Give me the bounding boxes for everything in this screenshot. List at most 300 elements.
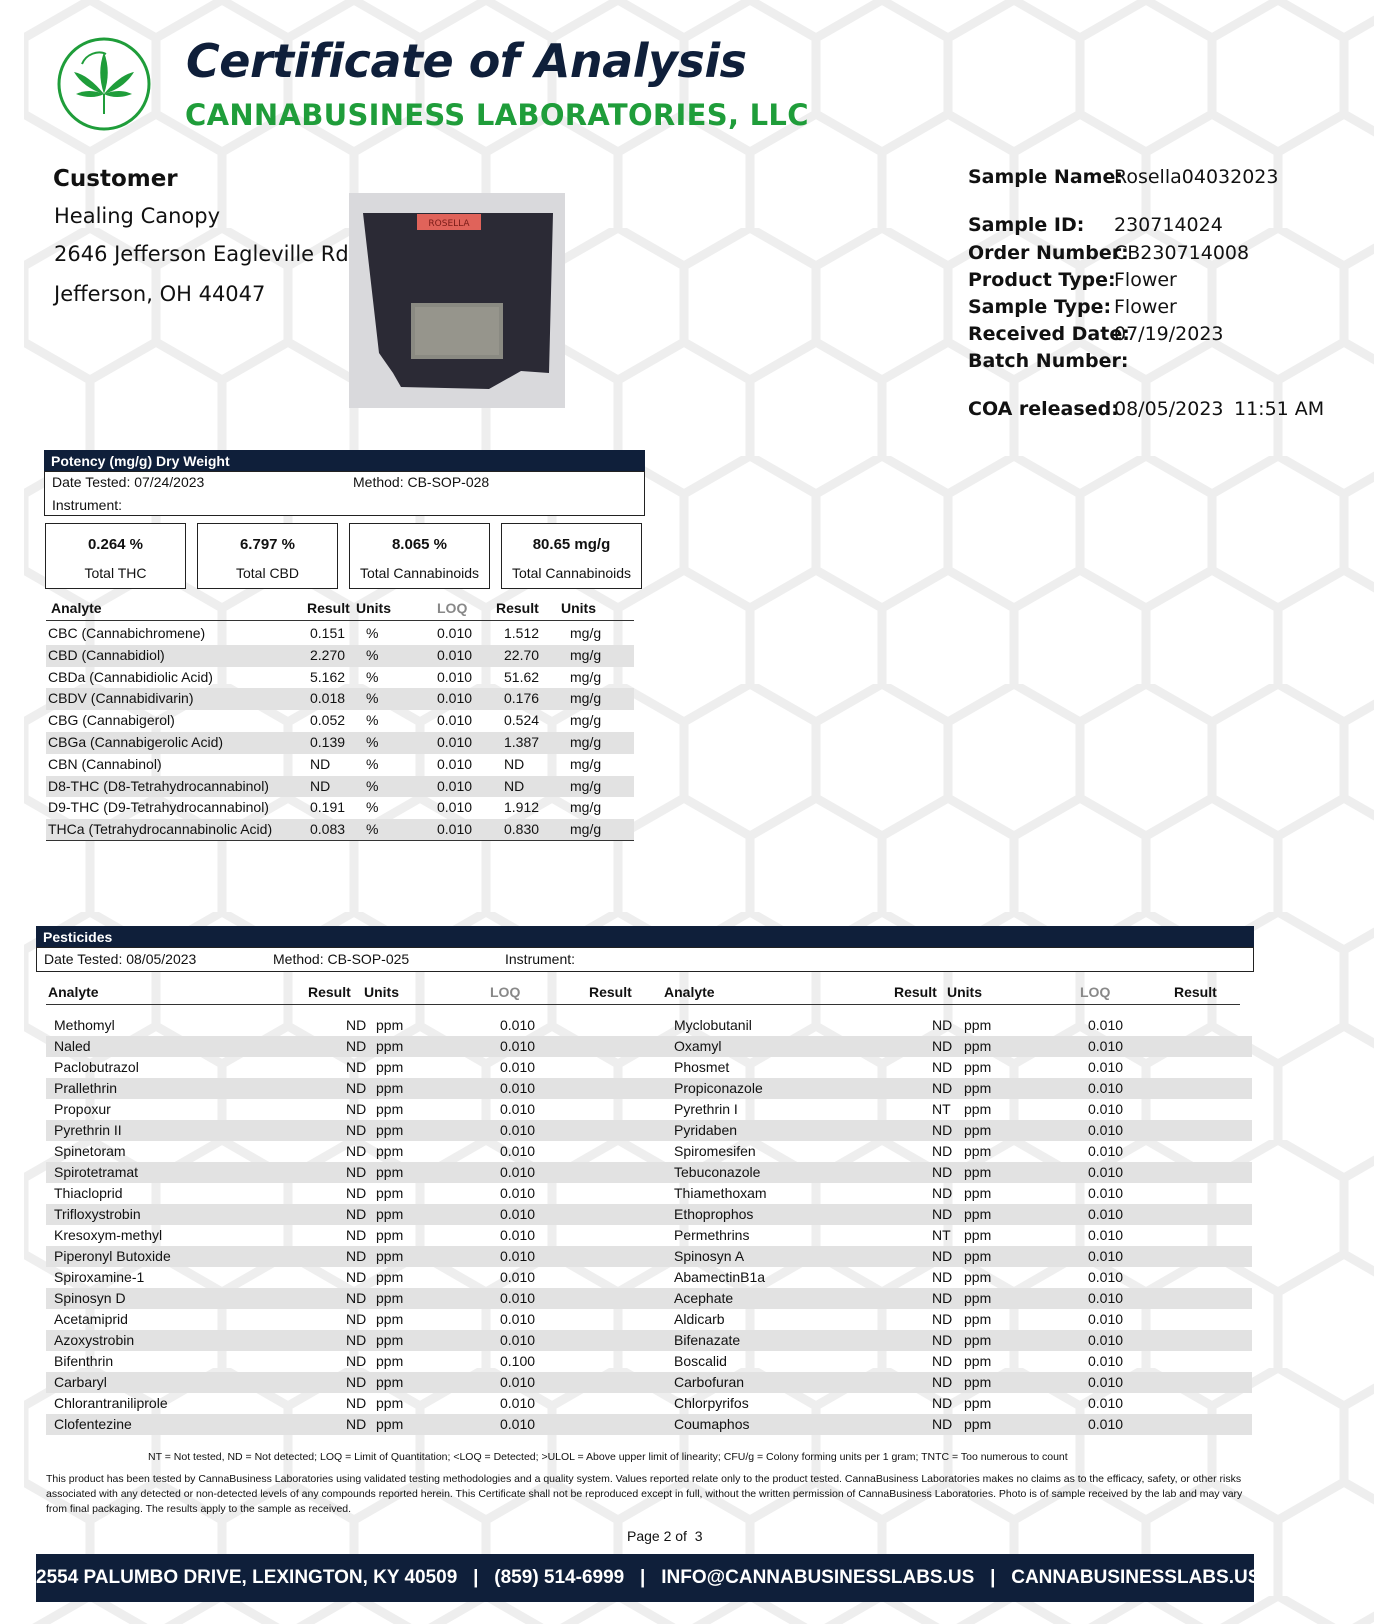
pest-col-result-1b: Result xyxy=(589,984,632,1000)
pest-analyte: Methomyl xyxy=(54,1017,115,1033)
potency-units: % xyxy=(366,690,379,707)
pest-result: ND xyxy=(346,1248,367,1264)
pest-result: ND xyxy=(346,1290,367,1306)
pest-units: ppm xyxy=(964,1416,992,1432)
pest-result: ND xyxy=(932,1206,953,1222)
pest-units: ppm xyxy=(376,1017,404,1033)
summary-value: 0.264 % xyxy=(87,536,144,553)
pesticides-date-tested: Date Tested: 08/05/2023 xyxy=(44,951,197,967)
potency-result: 5.162 xyxy=(310,668,346,685)
pest-result: ND xyxy=(346,1374,367,1390)
pest-units: ppm xyxy=(376,1248,404,1264)
pest-result: ND xyxy=(346,1395,367,1411)
pest-units: ppm xyxy=(376,1374,404,1390)
summary-label: Total Cannabinoids xyxy=(359,565,480,581)
pest-units: ppm xyxy=(964,1143,992,1159)
pest-result: ND xyxy=(932,1416,953,1432)
potency-col-units-mg: Units xyxy=(561,600,596,616)
potency-units-mg: mg/g xyxy=(570,734,602,750)
pest-result: ND xyxy=(932,1269,953,1285)
pest-analyte: Spiroxamine-1 xyxy=(54,1269,145,1285)
pest-units: ppm xyxy=(376,1164,404,1180)
table-row xyxy=(46,1309,1252,1330)
summary-value: 80.65 mg/g xyxy=(532,536,611,553)
pest-loq: 0.010 xyxy=(500,1248,536,1264)
pest-analyte: Acephate xyxy=(674,1290,734,1306)
sample-name-value: Rosella04032023 xyxy=(1114,166,1279,188)
pest-units: ppm xyxy=(964,1017,992,1033)
potency-analyte: D9-THC (D9-Tetrahydrocannabinol) xyxy=(48,799,269,816)
potency-col-result-mg: Result xyxy=(496,600,539,616)
pest-loq: 0.010 xyxy=(1088,1122,1124,1138)
customer-heading: Customer xyxy=(53,166,178,192)
pest-loq: 0.010 xyxy=(500,1185,536,1201)
product-type-label: Product Type: xyxy=(968,269,1116,291)
table-row xyxy=(46,667,634,689)
pest-units: ppm xyxy=(376,1311,404,1327)
pest-result: ND xyxy=(932,1185,953,1201)
order-number-value: CB230714008 xyxy=(1114,242,1250,264)
pest-loq: 0.010 xyxy=(500,1269,536,1285)
potency-analyte: CBG (Cannabigerol) xyxy=(48,712,175,729)
potency-result-mg: 1.512 xyxy=(504,625,540,641)
pesticides-header-rule xyxy=(46,1004,1240,1005)
potency-loq: 0.010 xyxy=(437,755,473,772)
coa-released-time: 11:51 AM xyxy=(1234,398,1325,420)
summary-label: Total THC xyxy=(84,565,147,581)
pest-units: ppm xyxy=(964,1185,992,1201)
disclaimer-note: This product has been tested by CannaBusiness Laboratories using validated testing methodologies and a quality system. Values reported relate only to the product tested. CannaBusiness Laboratories makes no claims as to the efficacy, safety, or other risks associated with any detected or non-detected levels of any compounds reported herein. This Certificate shall not be reproduced except in full, without the written permission of CannaBusiness Laboratories. Photo is of sample received by the lab and may vary from final packaging. The results apply to the sample as received. xyxy=(46,1473,1243,1515)
pest-result: ND xyxy=(346,1101,367,1117)
summary-value: 8.065 % xyxy=(391,536,448,553)
potency-result: 0.151 xyxy=(310,625,346,641)
potency-analyte: CBGa (Cannabigerolic Acid) xyxy=(48,734,224,750)
pest-col-analyte-1: Analyte xyxy=(48,984,99,1000)
pest-units: ppm xyxy=(376,1290,404,1306)
pest-col-units-1: Units xyxy=(364,984,399,1000)
pest-analyte: Acetamiprid xyxy=(54,1311,128,1327)
table-row xyxy=(46,1288,1252,1309)
summary-label: Total Cannabinoids xyxy=(511,565,632,581)
pest-units: ppm xyxy=(376,1038,404,1054)
pest-loq: 0.010 xyxy=(1088,1311,1124,1327)
pest-analyte: Pyrethrin II xyxy=(54,1122,122,1138)
potency-result-mg: 22.70 xyxy=(504,646,540,663)
table-row xyxy=(46,1372,1252,1393)
pest-units: ppm xyxy=(964,1101,992,1117)
legend-note: NT = Not tested, ND = Not detected; LOQ = Limit of Quantitation; <LOQ = Detected; >ULOL = Above upper limit of linearity; CFU/g = Colony forming units per 1 gram; TNTC = Too numerous to count xyxy=(148,1451,1068,1463)
potency-analyte: CBC (Cannabichromene) xyxy=(48,625,206,641)
pest-loq: 0.010 xyxy=(1088,1206,1124,1222)
pest-result: ND xyxy=(932,1059,953,1075)
sample-name-label: Sample Name: xyxy=(968,166,1123,188)
pest-analyte: Spiromesifen xyxy=(674,1143,756,1159)
pest-loq: 0.010 xyxy=(1088,1059,1124,1075)
potency-units: % xyxy=(366,625,379,641)
pest-result: ND xyxy=(346,1353,367,1369)
pest-result: ND xyxy=(346,1059,367,1075)
table-row xyxy=(46,623,634,645)
lab-name: CANNABUSINESS LABORATORIES, LLC xyxy=(185,98,809,132)
potency-units: % xyxy=(366,755,379,772)
pest-col-analyte-2: Analyte xyxy=(664,984,715,1000)
summary-total-cbd xyxy=(197,523,338,589)
pest-result: ND xyxy=(932,1311,953,1327)
potency-units-mg: mg/g xyxy=(570,690,602,707)
pest-result: ND xyxy=(932,1080,953,1096)
pest-units: ppm xyxy=(376,1143,404,1159)
table-row xyxy=(46,819,634,841)
footer-contact-bar: 2554 PALUMBO DRIVE, LEXINGTON, KY 40509 | (859) 514-6999 | INFO@CANNABUSINESSLABS.US | CANNABUSINESSLABS.US xyxy=(36,1554,1254,1602)
pesticides-section-header: Pesticides xyxy=(36,926,1254,948)
table-row xyxy=(46,1015,1252,1036)
pest-result: ND xyxy=(346,1269,367,1285)
pest-loq: 0.100 xyxy=(500,1353,536,1369)
pest-loq: 0.010 xyxy=(500,1311,536,1327)
table-row xyxy=(46,1267,1252,1288)
pest-analyte: Myclobutanil xyxy=(674,1017,752,1033)
potency-loq: 0.010 xyxy=(437,777,473,794)
pest-units: ppm xyxy=(964,1311,992,1327)
pest-analyte: Spinosyn A xyxy=(674,1248,745,1264)
pest-result: ND xyxy=(932,1395,953,1411)
potency-result-mg: ND xyxy=(504,777,525,794)
potency-loq: 0.010 xyxy=(437,625,473,641)
summary-value: 6.797 % xyxy=(239,536,296,553)
pest-result: ND xyxy=(932,1248,953,1264)
pest-result: ND xyxy=(932,1017,953,1033)
pest-units: ppm xyxy=(376,1269,404,1285)
potency-result-mg: 0.176 xyxy=(504,690,540,707)
pest-result: ND xyxy=(932,1353,953,1369)
pest-loq: 0.010 xyxy=(500,1395,536,1411)
summary-total-cannabinoids-mg xyxy=(501,523,642,589)
potency-loq: 0.010 xyxy=(437,646,473,663)
pest-loq: 0.010 xyxy=(1088,1164,1124,1180)
pest-col-result-2: Result xyxy=(894,984,937,1000)
pest-analyte: Chlorantraniliprole xyxy=(54,1395,168,1411)
pest-loq: 0.010 xyxy=(1088,1395,1124,1411)
pest-loq: 0.010 xyxy=(500,1038,536,1054)
pest-analyte: Pyridaben xyxy=(674,1122,738,1138)
pest-loq: 0.010 xyxy=(500,1017,536,1033)
summary-total-cannabinoids-pct xyxy=(349,523,490,589)
pest-units: ppm xyxy=(376,1332,404,1348)
pest-units: ppm xyxy=(376,1206,404,1222)
pest-units: ppm xyxy=(964,1353,992,1369)
pest-result: ND xyxy=(932,1143,953,1159)
pest-units: ppm xyxy=(964,1290,992,1306)
pest-units: ppm xyxy=(376,1101,404,1117)
potency-result-mg: 0.524 xyxy=(504,712,540,729)
pest-loq: 0.010 xyxy=(1088,1038,1124,1054)
pest-analyte: Piperonyl Butoxide xyxy=(54,1248,171,1264)
potency-result-mg: 1.912 xyxy=(504,799,540,816)
pest-result: ND xyxy=(346,1206,367,1222)
potency-units-mg: mg/g xyxy=(570,625,602,641)
pest-loq: 0.010 xyxy=(500,1122,536,1138)
pest-analyte: Propiconazole xyxy=(674,1080,763,1096)
potency-result: 0.191 xyxy=(310,799,346,816)
table-row xyxy=(46,776,634,798)
potency-header-rule xyxy=(46,620,634,621)
table-row xyxy=(46,1120,1252,1141)
pest-loq: 0.010 xyxy=(1088,1290,1124,1306)
pest-analyte: Clofentezine xyxy=(54,1416,132,1432)
coa-released-date: 08/05/2023 xyxy=(1114,398,1224,420)
pest-result: ND xyxy=(932,1122,953,1138)
sample-id-value: 230714024 xyxy=(1114,214,1223,236)
pest-loq: 0.010 xyxy=(500,1332,536,1348)
potency-units-mg: mg/g xyxy=(570,799,602,816)
pest-result: ND xyxy=(346,1164,367,1180)
pest-analyte: Boscalid xyxy=(674,1353,727,1369)
table-row xyxy=(46,1141,1252,1162)
pest-result: ND xyxy=(346,1416,367,1432)
pest-result: ND xyxy=(932,1332,953,1348)
table-row xyxy=(46,1393,1252,1414)
pest-analyte: Ethoprophos xyxy=(674,1206,754,1222)
pest-units: ppm xyxy=(376,1185,404,1201)
pest-col-loq-1: LOQ xyxy=(490,984,521,1000)
received-date-label: Received Date: xyxy=(968,323,1130,345)
pest-col-result-2b: Result xyxy=(1174,984,1217,1000)
table-row xyxy=(46,1183,1252,1204)
potency-units: % xyxy=(366,821,379,838)
potency-result-mg: 0.830 xyxy=(504,821,540,838)
potency-analyte: CBDa (Cannabidiolic Acid) xyxy=(48,668,213,685)
potency-units-mg: mg/g xyxy=(570,712,602,729)
pest-analyte: Azoxystrobin xyxy=(54,1332,135,1348)
pest-analyte: Thiacloprid xyxy=(54,1185,123,1201)
pest-loq: 0.010 xyxy=(500,1416,536,1432)
potency-section-header: Potency (mg/g) Dry Weight xyxy=(44,450,645,472)
pesticides-method: Method: CB-SOP-025 xyxy=(273,951,410,967)
summary-total-thc xyxy=(45,523,186,589)
pest-loq: 0.010 xyxy=(1088,1101,1124,1117)
pest-units: ppm xyxy=(376,1122,404,1138)
potency-analyte: CBD (Cannabidiol) xyxy=(48,646,165,663)
table-row xyxy=(46,1351,1252,1372)
potency-analyte: CBN (Cannabinol) xyxy=(48,755,162,772)
pest-units: ppm xyxy=(376,1059,404,1075)
potency-loq: 0.010 xyxy=(437,799,473,816)
table-row xyxy=(46,688,634,710)
pest-result: ND xyxy=(346,1311,367,1327)
pest-analyte: Oxamyl xyxy=(674,1038,722,1054)
pest-result: NT xyxy=(932,1101,951,1117)
document-title: Certificate of Analysis xyxy=(186,34,747,88)
table-row xyxy=(46,1225,1252,1246)
potency-units: % xyxy=(366,799,379,816)
batch-number-label: Batch Number: xyxy=(968,350,1129,372)
customer-address-line2: Jefferson, OH 44047 xyxy=(54,282,266,306)
pest-loq: 0.010 xyxy=(1088,1143,1124,1159)
potency-analyte: D8-THC (D8-Tetrahydrocannabinol) xyxy=(48,777,269,794)
page-number: Page 2 of 3 xyxy=(627,1528,703,1544)
potency-units-mg: mg/g xyxy=(570,646,602,663)
potency-units: % xyxy=(366,668,379,685)
order-number-label: Order Number: xyxy=(968,242,1129,264)
pest-loq: 0.010 xyxy=(1088,1416,1124,1432)
table-row xyxy=(46,1414,1252,1435)
pest-analyte: Permethrins xyxy=(674,1227,750,1243)
pest-units: ppm xyxy=(964,1164,992,1180)
product-type-value: Flower xyxy=(1114,269,1177,291)
potency-instrument: Instrument: xyxy=(52,497,123,513)
pest-analyte: Bifenthrin xyxy=(54,1353,114,1369)
pest-result: ND xyxy=(346,1332,367,1348)
pest-loq: 0.010 xyxy=(500,1101,536,1117)
pest-loq: 0.010 xyxy=(1088,1227,1124,1243)
table-row xyxy=(46,1204,1252,1225)
table-row xyxy=(46,1162,1252,1183)
pest-loq: 0.010 xyxy=(500,1080,536,1096)
potency-loq: 0.010 xyxy=(437,712,473,729)
potency-col-analyte: Analyte xyxy=(51,600,102,616)
potency-col-units: Units xyxy=(356,600,391,616)
coa-released-label: COA released: xyxy=(968,398,1119,420)
pest-analyte: Chlorpyrifos xyxy=(674,1395,749,1411)
bag-label-text: ROSELLA xyxy=(428,219,470,229)
pest-result: ND xyxy=(346,1227,367,1243)
pest-analyte: Paclobutrazol xyxy=(54,1059,139,1075)
pest-analyte: Tebuconazole xyxy=(674,1164,761,1180)
potency-loq: 0.010 xyxy=(437,690,473,707)
pest-result: ND xyxy=(346,1038,367,1054)
potency-result: ND xyxy=(310,777,331,794)
pest-units: ppm xyxy=(964,1059,992,1075)
potency-loq: 0.010 xyxy=(437,821,473,838)
potency-result-mg: 1.387 xyxy=(504,734,540,750)
cannabis-leaf-logo-icon xyxy=(54,34,154,134)
summary-label: Total CBD xyxy=(235,565,300,581)
pest-result: ND xyxy=(932,1290,953,1306)
potency-units-mg: mg/g xyxy=(570,821,602,838)
pest-analyte: Carbofuran xyxy=(674,1374,745,1390)
pest-result: ND xyxy=(932,1038,953,1054)
table-row xyxy=(46,645,634,667)
pest-analyte: Spinosyn D xyxy=(54,1290,126,1306)
pest-loq: 0.010 xyxy=(500,1227,536,1243)
pest-units: ppm xyxy=(964,1395,992,1411)
pest-analyte: Propoxur xyxy=(54,1101,111,1117)
pest-result: ND xyxy=(932,1164,953,1180)
pest-loq: 0.010 xyxy=(500,1143,536,1159)
pest-loq: 0.010 xyxy=(1088,1185,1124,1201)
pest-analyte: Pyrethrin I xyxy=(674,1101,738,1117)
pest-loq: 0.010 xyxy=(1088,1017,1124,1033)
table-row xyxy=(46,1057,1252,1078)
table-row xyxy=(46,710,634,732)
pest-col-units-2: Units xyxy=(947,984,982,1000)
pest-analyte: Carbaryl xyxy=(54,1374,107,1390)
pest-analyte: Trifloxystrobin xyxy=(54,1206,141,1222)
potency-bottom-rule xyxy=(46,840,634,841)
pest-result: ND xyxy=(932,1374,953,1390)
table-row xyxy=(46,732,634,754)
potency-result-mg: ND xyxy=(504,755,525,772)
customer-address-line1: 2646 Jefferson Eagleville Rd xyxy=(54,242,349,266)
pest-analyte: Spinetoram xyxy=(54,1143,126,1159)
potency-units: % xyxy=(366,646,379,663)
table-row xyxy=(46,1078,1252,1099)
pest-loq: 0.010 xyxy=(1088,1248,1124,1264)
pest-col-loq-2: LOQ xyxy=(1080,984,1111,1000)
pest-loq: 0.010 xyxy=(1088,1080,1124,1096)
table-row xyxy=(46,797,634,819)
pest-result: ND xyxy=(346,1185,367,1201)
potency-method: Method: CB-SOP-028 xyxy=(353,474,490,490)
pest-units: ppm xyxy=(964,1122,992,1138)
pest-result: ND xyxy=(346,1143,367,1159)
pest-analyte: Bifenazate xyxy=(674,1332,741,1348)
potency-result: 2.270 xyxy=(310,646,346,663)
sample-id-label: Sample ID: xyxy=(968,214,1085,236)
pest-units: ppm xyxy=(964,1374,992,1390)
pest-result: ND xyxy=(346,1122,367,1138)
pest-loq: 0.010 xyxy=(1088,1269,1124,1285)
potency-result: 0.139 xyxy=(310,734,346,750)
pest-units: ppm xyxy=(964,1206,992,1222)
received-date-value: 07/19/2023 xyxy=(1114,323,1224,345)
potency-date-tested: Date Tested: 07/24/2023 xyxy=(52,474,205,490)
potency-units: % xyxy=(366,712,379,729)
pest-units: ppm xyxy=(376,1227,404,1243)
pest-loq: 0.010 xyxy=(1088,1332,1124,1348)
pest-units: ppm xyxy=(376,1353,404,1369)
pest-units: ppm xyxy=(964,1038,992,1054)
potency-units: % xyxy=(366,777,379,794)
potency-units-mg: mg/g xyxy=(570,755,602,772)
pest-units: ppm xyxy=(376,1080,404,1096)
pest-result: ND xyxy=(346,1080,367,1096)
sample-type-value: Flower xyxy=(1114,296,1177,318)
pest-units: ppm xyxy=(376,1395,404,1411)
pest-analyte: Naled xyxy=(54,1038,91,1054)
sample-type-label: Sample Type: xyxy=(968,296,1112,318)
pest-analyte: Thiamethoxam xyxy=(674,1185,767,1201)
pest-analyte: Spirotetramat xyxy=(54,1164,139,1180)
pest-units: ppm xyxy=(964,1248,992,1264)
pest-loq: 0.010 xyxy=(1088,1353,1124,1369)
pest-analyte: AbamectinB1a xyxy=(674,1269,766,1285)
table-row xyxy=(46,1330,1252,1351)
table-row xyxy=(46,1099,1252,1120)
customer-name: Healing Canopy xyxy=(54,204,221,228)
product-photo xyxy=(349,193,565,408)
table-row xyxy=(46,1036,1252,1057)
table-row xyxy=(46,754,634,776)
potency-result: 0.083 xyxy=(310,821,346,838)
pest-loq: 0.010 xyxy=(500,1059,536,1075)
potency-col-result: Result xyxy=(307,600,350,616)
potency-col-loq: LOQ xyxy=(437,600,468,616)
potency-analyte: CBDV (Cannabidivarin) xyxy=(48,690,194,707)
potency-analyte: THCa (Tetrahydrocannabinolic Acid) xyxy=(48,821,273,838)
table-row xyxy=(46,1246,1252,1267)
potency-result: 0.018 xyxy=(310,690,346,707)
pest-loq: 0.010 xyxy=(500,1164,536,1180)
potency-result: ND xyxy=(310,755,331,772)
potency-result: 0.052 xyxy=(310,712,346,729)
pest-units: ppm xyxy=(964,1269,992,1285)
potency-units: % xyxy=(366,734,379,750)
pest-analyte: Kresoxym-methyl xyxy=(54,1227,163,1243)
potency-loq: 0.010 xyxy=(437,668,473,685)
pest-analyte: Coumaphos xyxy=(674,1416,750,1432)
potency-units-mg: mg/g xyxy=(570,777,602,794)
